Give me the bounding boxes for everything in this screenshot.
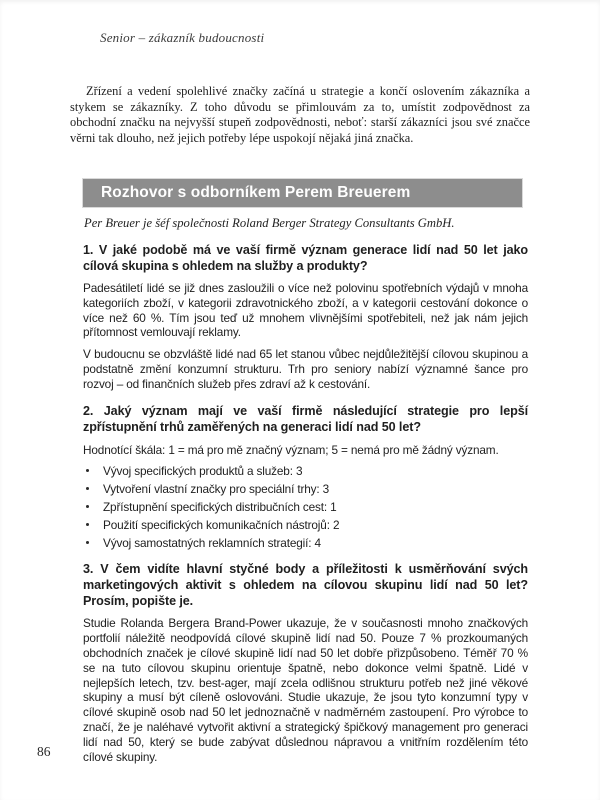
- bullet-icon: [86, 541, 89, 544]
- list-item: [83, 518, 528, 532]
- section-title-bar: [83, 179, 522, 207]
- section-title: Rozhovor s odborníkem Perem Breuerem: [101, 184, 411, 201]
- list-item-label: Zpřístupnění specifických distribučních cest: 1: [103, 500, 337, 515]
- list-item: [83, 482, 528, 496]
- list-item: [83, 464, 528, 478]
- interviewee-lead: Per Breuer je šéf společnosti Roland Berger Strategy Consultants GmbH.: [84, 216, 455, 230]
- list-item-label: Vývoj samostatných reklamních strategií: 4: [103, 536, 321, 551]
- list-item: [83, 500, 528, 514]
- strategy-rating-list: [83, 464, 528, 550]
- question-3: 3. V čem vidíte hlavní styčné body a příležitosti k usměrňování svých marketingových aktivit s ohledem na cílovou skupinu lidí nad 50 let? Prosím, popište je.: [83, 562, 528, 609]
- question-2: 2. Jaký význam mají ve vaší firmě následující strategie pro lepší zpřístupnění trhů zaměřených na generaci lidí nad 50 let?: [83, 403, 528, 434]
- answer-3: Studie Rolanda Bergera Brand-Power ukazuje, že v současnosti mnoho značkových portfolií náležitě neodpovídá cílové skupině lidí nad 50. Pouze 7 % prozkoumaných obchodních značek je cílové skupině lidí nad 50 let dobře přizpůsobeno. Téměř 70 % se na tuto cílovou skupinu orientuje špatně, nebo dokonce velmi špatně. Lidé v nejlepších letech, tzv. best-ager, mají zcela odlišnou strukturu potřeb než jiné věkové skupiny a musí být cíleně oslovováni. Studie ukazuje, že jsou tyto konzumní typy v cílové skupině osob nad 50 let jednoznačně v nadměrném zastoupení. Pro výrobce to značí, že je naléhavé vytvořit aktivní a strategický špičkový management pro generaci lidí nad 50, který se bude zabývat důslednou nápravou a vnitřním rozdělením této cílové skupiny.: [83, 616, 528, 764]
- answer-1-paragraph-1: Padesátiletí lidé se již dnes zasloužili o více než polovinu spotřebních výdajů v mnoha kategoriích zboží, v kategorii zdravotnického zboží, a v kategorii cestování dokonce o více než 60 %. Tím jsou teď už mnohem vlivnějšími spotřebiteli, než jak nám jejich přítomnost vemlouvají reklamy.: [83, 281, 528, 340]
- rating-scale-note: Hodnotící škála: 1 = má pro mě značný význam; 5 = nemá pro mě žádný význam.: [83, 442, 499, 457]
- question-1: 1. V jaké podobě má ve vaší firmě význam generace lidí nad 50 let jako cílová skupina s ohledem na služby a produkty?: [83, 243, 528, 273]
- list-item-label: Vytvoření vlastní značky pro speciální trhy: 3: [103, 482, 330, 497]
- list-item: [83, 536, 528, 550]
- running-head: Senior – zákazník budoucnosti: [100, 30, 265, 45]
- answer-1-paragraph-2: V budoucnu se obzvláště lidé nad 65 let stanou vůbec nejdůležitější cílovou skupinou a podstatně změní konzumní strukturu. Trh pro seniory nabízí významné šance pro rozvoj – od finančních služeb přes zdraví až k cestování.: [83, 347, 528, 391]
- bullet-icon: [86, 469, 89, 472]
- intro-paragraph: Zřízení a vedení spolehlivé značky začíná u strategie a končí oslovením zákazníka a stykem se zákazníky. Z toho důvodu se přimlouvám za to, umístit zodpovědnost za obchodní značku na nejvyšší stupeň zodpovědnosti, neboť: starší zákazníci jsou své značce věrni tak dlouho, než jejich potřeby lépe uspokojí nějaká jiná značka.: [70, 84, 530, 145]
- bullet-icon: [86, 505, 89, 508]
- page-number: 86: [37, 744, 51, 759]
- bullet-icon: [86, 487, 89, 490]
- bullet-icon: [86, 523, 89, 526]
- interview-section: [83, 179, 528, 764]
- list-item-label: Použití specifických komunikačních nástrojů: 2: [103, 518, 340, 533]
- list-item-label: Vývoj specifických produktů a služeb: 3: [103, 464, 303, 479]
